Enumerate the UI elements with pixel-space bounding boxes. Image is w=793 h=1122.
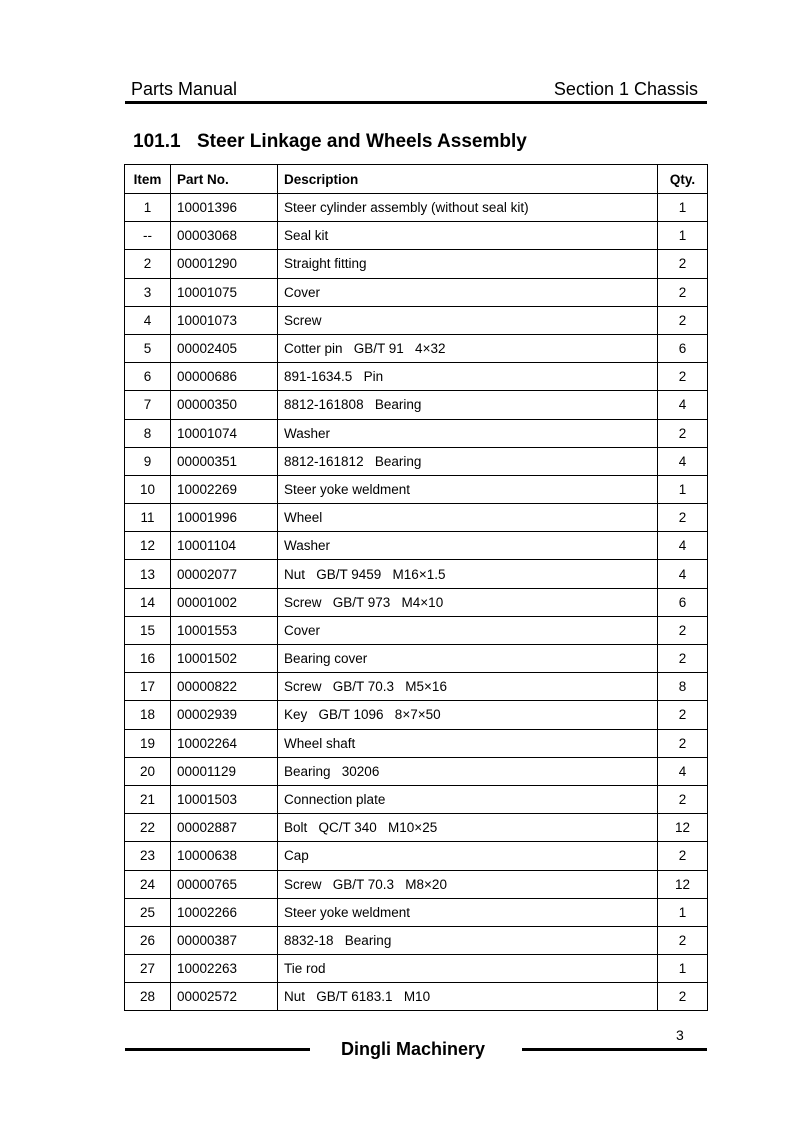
cell-item: 2 [125, 250, 171, 278]
cell-description: Cap [278, 842, 658, 870]
table-row [125, 729, 708, 757]
section-title-text: Steer Linkage and Wheels Assembly [197, 131, 527, 152]
cell-item: 1 [125, 194, 171, 222]
cell-part-no: 00000351 [171, 447, 278, 475]
table-row [125, 983, 708, 1011]
page-number: 3 [676, 1027, 684, 1043]
table-row [125, 504, 708, 532]
cell-qty: 2 [658, 306, 708, 334]
cell-description: Cover [278, 278, 658, 306]
cell-item: 14 [125, 588, 171, 616]
cell-item: 16 [125, 645, 171, 673]
cell-part-no: 10001075 [171, 278, 278, 306]
cell-description: Steer cylinder assembly (without seal kit) [278, 194, 658, 222]
cell-item: 8 [125, 419, 171, 447]
cell-item: 25 [125, 898, 171, 926]
cell-part-no: 10000638 [171, 842, 278, 870]
table-row [125, 870, 708, 898]
cell-description: Nut GB/T 9459 M16×1.5 [278, 560, 658, 588]
cell-part-no: 10001996 [171, 504, 278, 532]
cell-item: 15 [125, 616, 171, 644]
cell-qty: 4 [658, 391, 708, 419]
cell-item: 24 [125, 870, 171, 898]
cell-part-no: 00002887 [171, 814, 278, 842]
table-row [125, 194, 708, 222]
table-row [125, 334, 708, 362]
cell-qty: 4 [658, 757, 708, 785]
cell-item: 10 [125, 475, 171, 503]
cell-part-no: 10002269 [171, 475, 278, 503]
cell-description: Key GB/T 1096 8×7×50 [278, 701, 658, 729]
cell-qty: 12 [658, 870, 708, 898]
table-row [125, 926, 708, 954]
cell-part-no: 00001129 [171, 757, 278, 785]
cell-part-no: 10001074 [171, 419, 278, 447]
cell-part-no: 10002266 [171, 898, 278, 926]
cell-qty: 4 [658, 532, 708, 560]
cell-item: 4 [125, 306, 171, 334]
table-row [125, 306, 708, 334]
table-row [125, 475, 708, 503]
footer-rule-right [522, 1048, 707, 1051]
table-row [125, 222, 708, 250]
table-row [125, 785, 708, 813]
cell-description: Steer yoke weldment [278, 475, 658, 503]
cell-qty: 12 [658, 814, 708, 842]
cell-part-no: 00000686 [171, 363, 278, 391]
cell-part-no: 00002939 [171, 701, 278, 729]
footer-company-name: Dingli Machinery [341, 1039, 486, 1059]
cell-qty: 1 [658, 475, 708, 503]
cell-item: 28 [125, 983, 171, 1011]
page-header [125, 77, 707, 104]
cell-description: Steer yoke weldment [278, 898, 658, 926]
cell-item: 13 [125, 560, 171, 588]
cell-qty: 1 [658, 898, 708, 926]
table-row [125, 814, 708, 842]
cell-description: Connection plate [278, 785, 658, 813]
cell-description: 8832-18 Bearing [278, 926, 658, 954]
cell-qty: 2 [658, 983, 708, 1011]
cell-part-no: 10002264 [171, 729, 278, 757]
cell-item: 19 [125, 729, 171, 757]
cell-description: 8812-161808 Bearing [278, 391, 658, 419]
table-row [125, 278, 708, 306]
column-header-item: Item [125, 165, 171, 194]
table-row [125, 419, 708, 447]
cell-description: Wheel [278, 504, 658, 532]
cell-item: 22 [125, 814, 171, 842]
table-row [125, 955, 708, 983]
cell-qty: 6 [658, 334, 708, 362]
cell-description: Cover [278, 616, 658, 644]
cell-qty: 8 [658, 673, 708, 701]
cell-description: Screw GB/T 70.3 M5×16 [278, 673, 658, 701]
cell-item: -- [125, 222, 171, 250]
section-title [133, 131, 527, 153]
table-row [125, 616, 708, 644]
cell-qty: 1 [658, 194, 708, 222]
column-header-qty: Qty. [658, 165, 708, 194]
cell-item: 11 [125, 504, 171, 532]
cell-qty: 2 [658, 616, 708, 644]
cell-part-no: 00002572 [171, 983, 278, 1011]
cell-part-no: 00001290 [171, 250, 278, 278]
cell-item: 3 [125, 278, 171, 306]
table-row [125, 447, 708, 475]
table-row [125, 250, 708, 278]
cell-part-no: 00001002 [171, 588, 278, 616]
cell-item: 26 [125, 926, 171, 954]
cell-item: 7 [125, 391, 171, 419]
cell-description: Bolt QC/T 340 M10×25 [278, 814, 658, 842]
cell-description: Screw GB/T 973 M4×10 [278, 588, 658, 616]
section-number: 101.1 [133, 131, 181, 152]
cell-item: 20 [125, 757, 171, 785]
cell-item: 5 [125, 334, 171, 362]
table-row [125, 532, 708, 560]
cell-item: 9 [125, 447, 171, 475]
cell-qty: 2 [658, 785, 708, 813]
header-manual-title: Parts Manual [131, 79, 238, 99]
table-header-row [125, 165, 708, 194]
cell-description: Bearing cover [278, 645, 658, 673]
cell-part-no: 10001553 [171, 616, 278, 644]
table-row [125, 898, 708, 926]
cell-description: Wheel shaft [278, 729, 658, 757]
cell-description: Screw GB/T 70.3 M8×20 [278, 870, 658, 898]
footer-rule-left [125, 1048, 310, 1051]
cell-part-no: 10001104 [171, 532, 278, 560]
column-header-part-no: Part No. [171, 165, 278, 194]
cell-description: 8812-161812 Bearing [278, 447, 658, 475]
cell-qty: 2 [658, 363, 708, 391]
cell-qty: 2 [658, 701, 708, 729]
table-row [125, 842, 708, 870]
cell-qty: 2 [658, 504, 708, 532]
cell-qty: 4 [658, 447, 708, 475]
cell-qty: 2 [658, 419, 708, 447]
cell-item: 17 [125, 673, 171, 701]
cell-item: 18 [125, 701, 171, 729]
cell-part-no: 00002405 [171, 334, 278, 362]
cell-part-no: 00000350 [171, 391, 278, 419]
table-row [125, 391, 708, 419]
cell-part-no: 00000387 [171, 926, 278, 954]
table-row [125, 701, 708, 729]
cell-qty: 2 [658, 926, 708, 954]
cell-description: Seal kit [278, 222, 658, 250]
cell-part-no: 10001502 [171, 645, 278, 673]
cell-description: Cotter pin GB/T 91 4×32 [278, 334, 658, 362]
column-header-description: Description [278, 165, 658, 194]
header-section-title: Section 1 Chassis [553, 79, 698, 99]
cell-qty: 6 [658, 588, 708, 616]
table-row [125, 673, 708, 701]
cell-description: 891-1634.5 Pin [278, 363, 658, 391]
cell-part-no: 00003068 [171, 222, 278, 250]
cell-item: 27 [125, 955, 171, 983]
cell-description: Nut GB/T 6183.1 M10 [278, 983, 658, 1011]
table-row [125, 757, 708, 785]
cell-item: 12 [125, 532, 171, 560]
cell-part-no: 10001396 [171, 194, 278, 222]
cell-qty: 2 [658, 842, 708, 870]
cell-description: Tie rod [278, 955, 658, 983]
cell-item: 6 [125, 363, 171, 391]
cell-description: Washer [278, 419, 658, 447]
cell-description: Washer [278, 532, 658, 560]
table-row [125, 588, 708, 616]
cell-qty: 2 [658, 645, 708, 673]
cell-part-no: 10001073 [171, 306, 278, 334]
cell-description: Screw [278, 306, 658, 334]
cell-part-no: 10001503 [171, 785, 278, 813]
parts-table [124, 164, 708, 1011]
cell-qty: 2 [658, 278, 708, 306]
parts-table-body [125, 194, 708, 1011]
cell-item: 23 [125, 842, 171, 870]
cell-qty: 2 [658, 250, 708, 278]
table-row [125, 560, 708, 588]
cell-part-no: 00000765 [171, 870, 278, 898]
cell-part-no: 10002263 [171, 955, 278, 983]
cell-qty: 2 [658, 729, 708, 757]
cell-part-no: 00002077 [171, 560, 278, 588]
cell-part-no: 00000822 [171, 673, 278, 701]
cell-qty: 1 [658, 222, 708, 250]
table-row [125, 363, 708, 391]
cell-item: 21 [125, 785, 171, 813]
cell-qty: 4 [658, 560, 708, 588]
cell-qty: 1 [658, 955, 708, 983]
cell-description: Straight fitting [278, 250, 658, 278]
cell-description: Bearing 30206 [278, 757, 658, 785]
table-row [125, 645, 708, 673]
